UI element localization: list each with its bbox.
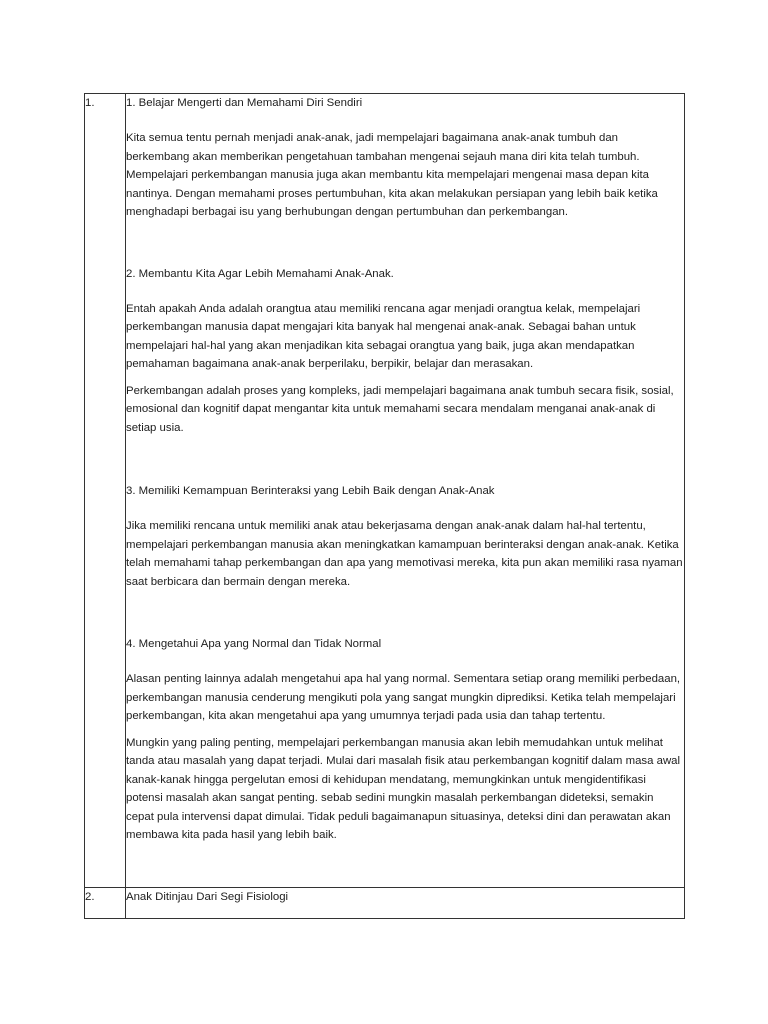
row-title: Anak Ditinjau Dari Segi Fisiologi: [126, 890, 289, 903]
table-row: [85, 94, 685, 888]
section-paragraph: Perkembangan adalah proses yang kompleks, jadi mempelajari bagaimana anak tumbuh secara fisik, sosial, emosional dan kognitif dapat mengantar kita untuk memahami secara mendalam menganai anak-anak di setiap usia.: [126, 384, 674, 434]
section-paragraph: Entah apakah Anda adalah orangtua atau memiliki rencana agar menjadi orangtua kelak, mempelajari perkembangan manusia dapat mengajari kita banyak hal mengenai anak-anak. Sebagai bahan untuk mempelajari hal-hal yang akan menjadikan kita sebagai orangtua yang baik, juga akan mendapatkan pemahaman bagaimana anak-anak berperilaku, berpikir, belajar dan merasakan.: [126, 302, 641, 370]
content-table: [84, 93, 685, 919]
table-row: [85, 887, 685, 918]
row-content-cell: [126, 887, 685, 918]
section-4: [126, 635, 684, 845]
row-number-cell: [85, 887, 126, 918]
section-heading: 3. Memiliki Kemampuan Berinteraksi yang Lebih Baik dengan Anak-Anak: [126, 485, 495, 497]
section-heading: 1. Belajar Mengerti dan Memahami Diri Sendiri: [126, 97, 363, 109]
row-number-cell: [85, 94, 126, 888]
section-paragraph: Mungkin yang paling penting, mempelajari perkembangan manusia akan lebih memudahkan untuk melihat tanda atau masalah yang dapat terjadi. Mulai dari masalah fisik atau perkembangan kognitif dalam masa awal kanak-kanak hingga pergelutan emosi di kehidupan mendatang, memungkinkan untuk mengidentifikasi potensi masalah akan sangat penting. sebab sedini mungkin masalah perkembangan dideteksi, semakin cepat pula intervensi dapat dimulai. Tidak peduli bagaimanapun situasinya, deteksi dini dan perawatan akan membawa kita pada hasil yang lebih baik.: [126, 736, 681, 841]
row-number: 2.: [85, 890, 95, 903]
section-paragraph: Jika memiliki rencana untuk memiliki anak atau bekerjasama dengan anak-anak dalam hal-hal tertentu, mempelajari perkembangan manusia akan meningkatkan kamampuan berinteraksi dengan anak-anak. Ketika telah memahami tahap perkembangan dan apa yang memotivasi mereka, kita pun akan memiliki rasa nyaman saat berbicara dan bermain dengan mereka.: [126, 520, 683, 588]
section-paragraph: Alasan penting lainnya adalah mengetahui apa hal yang normal. Sementara setiap orang memiliki perbedaan, perkembangan manusia cenderung mengikuti pola yang sangat mungkin diprediksi. Ketika telah mempelajari perkembangan, kita akan mengetahui apa yang umumnya terjadi pada usia dan tahap tertentu.: [126, 673, 681, 722]
section-paragraph: Kita semua tentu pernah menjadi anak-anak, jadi mempelajari bagaimana anak-anak tumbuh dan berkembang akan memberikan pengetahuan tambahan mengenai sejauh mana diri kita telah tumbuh. Mempelajari perkembangan manusia juga akan membantu kita mempelajari mengenai masa depan kita nantinya. Dengan memahami proses pertumbuhan, kita akan melakukan persiapan yang lebih baik ketika menghadapi berbagai isu yang berhubungan dengan pertumbuhan dan perkembangan.: [126, 132, 658, 218]
row-number: 1.: [85, 97, 95, 109]
section-1: [126, 94, 684, 222]
section-heading: 4. Mengetahui Apa yang Normal dan Tidak Normal: [126, 638, 382, 650]
section-heading: 2. Membantu Kita Agar Lebih Memahami Anak-Anak.: [126, 267, 394, 280]
row-content-cell: [126, 94, 685, 888]
section-3: [126, 482, 684, 591]
section-2: [126, 265, 684, 438]
